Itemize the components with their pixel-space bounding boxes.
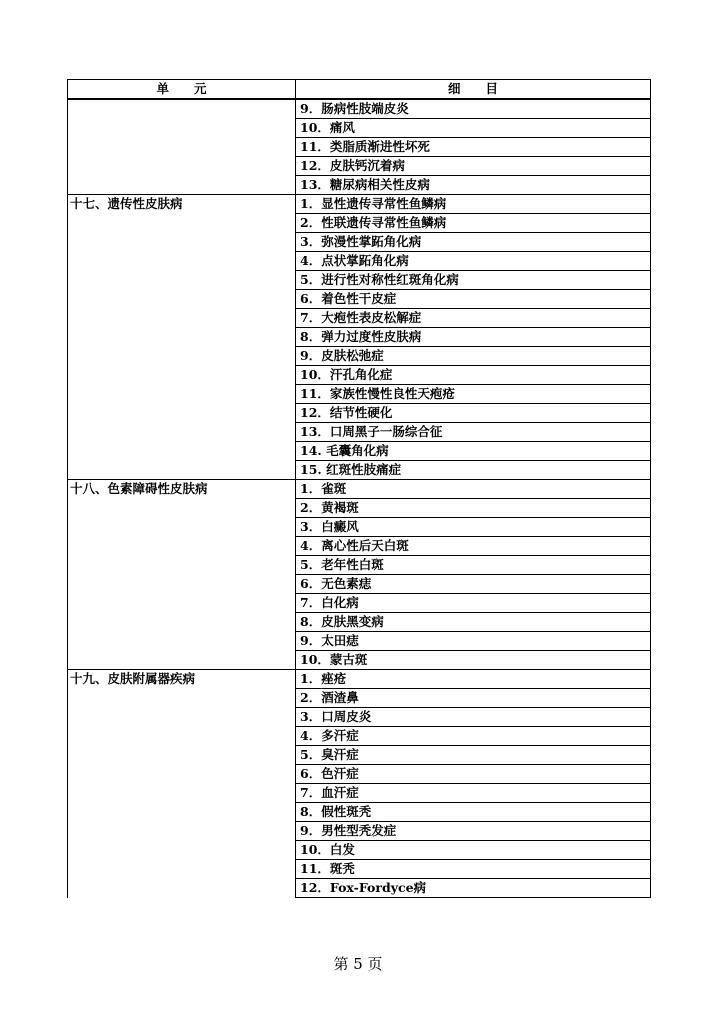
detail-cell: 7．白化病 <box>296 594 651 613</box>
table-row <box>68 442 651 461</box>
unit-cell <box>68 841 296 860</box>
unit-cell <box>68 537 296 556</box>
detail-cell: 5．老年性白斑 <box>296 556 651 575</box>
table-row <box>68 271 651 290</box>
unit-cell <box>68 822 296 841</box>
table-row <box>68 689 651 708</box>
detail-cell: 4．多汗症 <box>296 727 651 746</box>
table-row <box>68 233 651 252</box>
unit-cell <box>68 404 296 423</box>
unit-cell <box>68 594 296 613</box>
detail-cell: 10．蒙古斑 <box>296 651 651 670</box>
table-row <box>68 651 651 670</box>
page-number: 第 5 页 <box>333 955 383 973</box>
table-row <box>68 214 651 233</box>
table-row <box>68 157 651 176</box>
detail-cell: 10．汗孔角化症 <box>296 366 651 385</box>
table-row <box>68 860 651 879</box>
unit-cell: 十九、皮肤附属器疾病 <box>68 670 296 689</box>
detail-column-header: 细 目 <box>296 80 651 100</box>
detail-cell: 1．雀斑 <box>296 480 651 499</box>
unit-cell <box>68 879 296 898</box>
table-row <box>68 803 651 822</box>
table-row <box>68 499 651 518</box>
detail-cell: 12．Fox-Fordyce病 <box>296 879 651 898</box>
table-row <box>68 309 651 328</box>
table-header-row <box>68 80 651 100</box>
detail-cell: 7．大疱性表皮松解症 <box>296 309 651 328</box>
unit-cell: 十七、遗传性皮肤病 <box>68 195 296 214</box>
unit-cell <box>68 252 296 271</box>
table-row <box>68 784 651 803</box>
unit-cell <box>68 176 296 195</box>
detail-cell: 2．性联遗传寻常性鱼鳞病 <box>296 214 651 233</box>
table-row <box>68 99 651 119</box>
table-row <box>68 138 651 157</box>
table-row <box>68 347 651 366</box>
unit-cell <box>68 309 296 328</box>
detail-cell: 6．色汗症 <box>296 765 651 784</box>
table-row <box>68 575 651 594</box>
detail-cell: 13．糖尿病相关性皮病 <box>296 176 651 195</box>
table-row <box>68 670 651 689</box>
unit-cell <box>68 328 296 347</box>
table-row <box>68 366 651 385</box>
unit-cell <box>68 784 296 803</box>
table-row <box>68 879 651 898</box>
unit-cell <box>68 385 296 404</box>
table-row <box>68 461 651 480</box>
table-row <box>68 480 651 499</box>
table-row <box>68 385 651 404</box>
unit-cell <box>68 138 296 157</box>
unit-cell <box>68 613 296 632</box>
unit-cell <box>68 499 296 518</box>
table-row <box>68 119 651 138</box>
table-row <box>68 841 651 860</box>
detail-cell: 3．弥漫性掌跖角化病 <box>296 233 651 252</box>
detail-cell: 7．血汗症 <box>296 784 651 803</box>
syllabus-table <box>67 79 651 898</box>
unit-cell <box>68 290 296 309</box>
table-row <box>68 613 651 632</box>
table-row <box>68 404 651 423</box>
detail-cell: 13．口周黑子一肠综合征 <box>296 423 651 442</box>
detail-cell: 11．斑秃 <box>296 860 651 879</box>
detail-cell: 9．太田痣 <box>296 632 651 651</box>
unit-cell <box>68 746 296 765</box>
detail-cell: 1．显性遗传寻常性鱼鳞病 <box>296 195 651 214</box>
table-row <box>68 195 651 214</box>
unit-cell <box>68 271 296 290</box>
detail-cell: 9．男性型秃发症 <box>296 822 651 841</box>
detail-cell: 1．痤疮 <box>296 670 651 689</box>
unit-cell <box>68 119 296 138</box>
unit-cell <box>68 556 296 575</box>
table-row <box>68 632 651 651</box>
detail-cell: 11．类脂质渐进性坏死 <box>296 138 651 157</box>
unit-cell <box>68 803 296 822</box>
unit-cell <box>68 347 296 366</box>
unit-cell <box>68 651 296 670</box>
detail-cell: 3．口周皮炎 <box>296 708 651 727</box>
unit-cell <box>68 366 296 385</box>
unit-cell <box>68 860 296 879</box>
detail-cell: 4．离心性后天白斑 <box>296 537 651 556</box>
unit-cell <box>68 518 296 537</box>
detail-cell: 4．点状掌跖角化病 <box>296 252 651 271</box>
detail-cell: 12．皮肤钙沉着病 <box>296 157 651 176</box>
table-body <box>68 99 651 898</box>
detail-cell: 8．皮肤黑变病 <box>296 613 651 632</box>
detail-cell: 14. 毛囊角化病 <box>296 442 651 461</box>
table-row <box>68 290 651 309</box>
unit-cell <box>68 233 296 252</box>
table-row <box>68 556 651 575</box>
unit-cell <box>68 423 296 442</box>
unit-cell <box>68 575 296 594</box>
detail-cell: 6．无色素痣 <box>296 575 651 594</box>
unit-cell <box>68 157 296 176</box>
unit-cell <box>68 689 296 708</box>
detail-cell: 8．假性斑秃 <box>296 803 651 822</box>
table-row <box>68 423 651 442</box>
unit-cell <box>68 442 296 461</box>
detail-cell: 15. 红斑性肢痛症 <box>296 461 651 480</box>
detail-cell: 9．皮肤松弛症 <box>296 347 651 366</box>
table-row <box>68 746 651 765</box>
unit-cell <box>68 461 296 480</box>
unit-cell <box>68 632 296 651</box>
unit-cell <box>68 727 296 746</box>
detail-cell: 11．家族性慢性良性天疱疮 <box>296 385 651 404</box>
detail-cell: 10．白发 <box>296 841 651 860</box>
table-row <box>68 765 651 784</box>
table-row <box>68 176 651 195</box>
table-row <box>68 708 651 727</box>
unit-cell <box>68 99 296 119</box>
detail-cell: 2．黄褐斑 <box>296 499 651 518</box>
table-row <box>68 518 651 537</box>
detail-cell: 5．进行性对称性红斑角化病 <box>296 271 651 290</box>
detail-cell: 3．白癜风 <box>296 518 651 537</box>
detail-cell: 9．肠病性肢端皮炎 <box>296 99 651 119</box>
table-row <box>68 727 651 746</box>
table-row <box>68 537 651 556</box>
detail-cell: 6．着色性干皮症 <box>296 290 651 309</box>
table-row <box>68 328 651 347</box>
detail-cell: 12．结节性硬化 <box>296 404 651 423</box>
detail-cell: 5．臭汗症 <box>296 746 651 765</box>
detail-cell: 10．痛风 <box>296 119 651 138</box>
unit-column-header: 单 元 <box>68 80 296 100</box>
table-row <box>68 822 651 841</box>
table-row <box>68 594 651 613</box>
unit-cell <box>68 708 296 727</box>
unit-cell <box>68 765 296 784</box>
unit-cell: 十八、色素障碍性皮肤病 <box>68 480 296 499</box>
detail-cell: 8．弹力过度性皮肤病 <box>296 328 651 347</box>
detail-cell: 2．酒渣鼻 <box>296 689 651 708</box>
table-row <box>68 252 651 271</box>
unit-cell <box>68 214 296 233</box>
